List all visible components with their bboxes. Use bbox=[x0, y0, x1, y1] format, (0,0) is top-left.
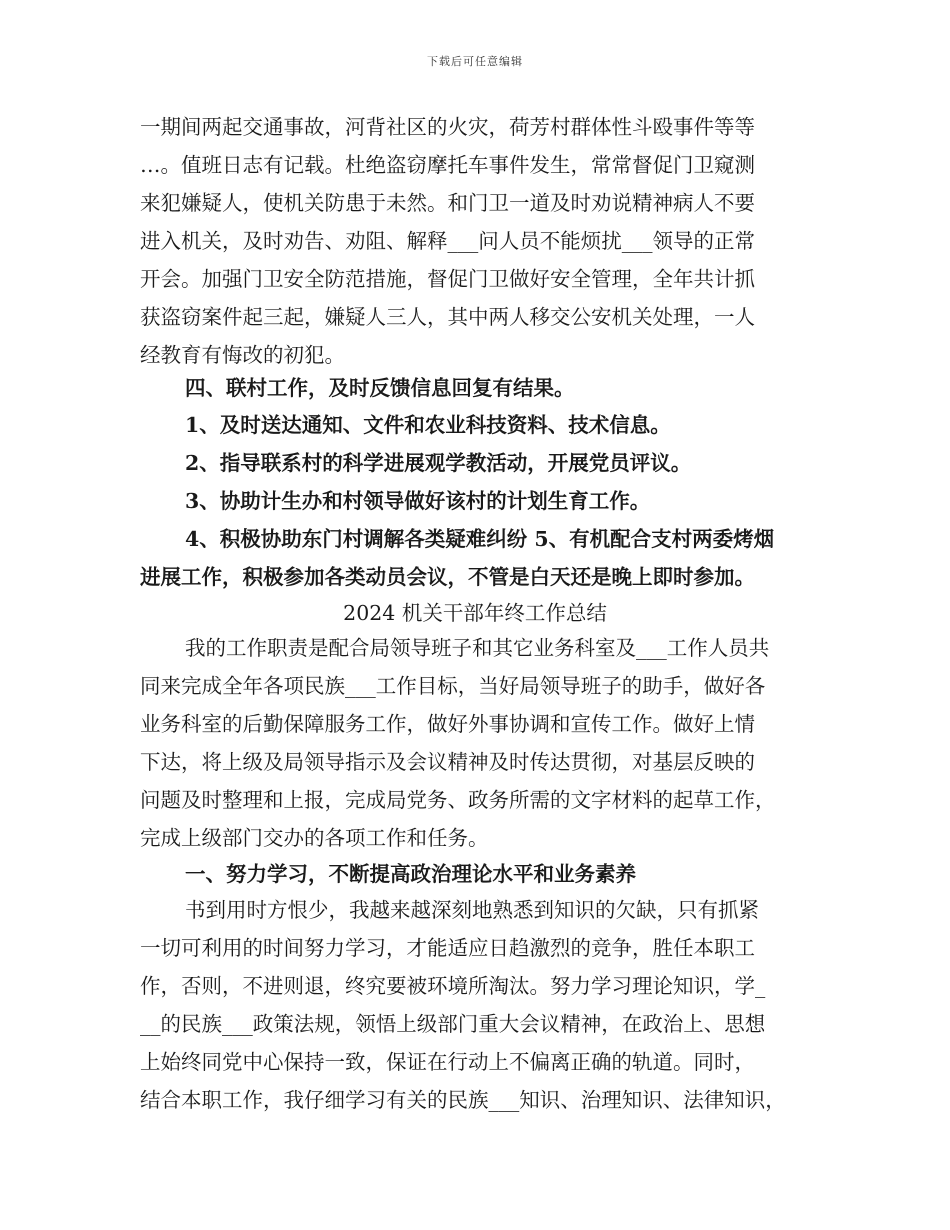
paragraph-line: 完成上级部门交办的各项工作和任务。 bbox=[140, 826, 489, 850]
paragraph-line: 业务科室的后勤保障服务工作，做好外事协调和宣传工作。做好上情 bbox=[140, 712, 755, 736]
paragraph-line: 问题及时整理和上报，完成局党务、政务所需的文字材料的起草工作， bbox=[140, 788, 776, 812]
list-item: 2、指导联系村的科学进展观学教活动，开展党员评议。 bbox=[185, 451, 692, 475]
paragraph-line: 获盗窃案件起三起，嫌疑人三人，其中两人移交公安机关处理，一人 bbox=[140, 305, 755, 329]
paragraph-line: 一期间两起交通事故，河背社区的火灾，荷芳村群体性斗殴事件等等 bbox=[140, 115, 755, 139]
paragraph-line: 开会。加强门卫安全防范措施，督促门卫做好安全管理，全年共计抓 bbox=[140, 267, 755, 291]
paragraph-line: 下达，将上级及局领导指示及会议精神及时传达贯彻，对基层反映的 bbox=[140, 750, 755, 774]
section-heading: 四、联村工作，及时反馈信息回复有结果。 bbox=[185, 376, 575, 400]
paragraph-line: 我的工作职责是配合局领导班子和其它业务科室及___工作人员共 bbox=[185, 636, 770, 660]
paragraph-line: 一切可利用的时间努力学习，才能适应日趋激烈的竞争，胜任本职工 bbox=[140, 936, 755, 960]
list-item: 3、协助计生办和村领导做好该村的计划生育工作。 bbox=[185, 489, 651, 513]
paragraph-line: 同来完成全年各项民族___工作目标，当好局领导班子的助手，做好各 bbox=[140, 674, 766, 698]
document-title: 2024 机关干部年终工作总结 bbox=[343, 601, 607, 625]
list-item: 4、积极协助东门村调解各类疑难纠纷 5、有机配合支村两委烤烟 bbox=[185, 527, 775, 551]
paragraph-line: 上始终同党中心保持一致，保证在行动上不偏离正确的轨道。同时， bbox=[140, 1050, 755, 1074]
page-header: 下载后可任意编辑 bbox=[427, 55, 523, 68]
paragraph-line: 作，否则，不进则退，终究要被环境所淘汰。努力学习理论知识，学_ bbox=[140, 974, 766, 998]
paragraph-line: 进入机关，及时劝告、劝阻、解释___问人员不能烦扰___领导的正常 bbox=[140, 229, 755, 253]
paragraph-line: 经教育有悔改的初犯。 bbox=[140, 343, 345, 367]
paragraph-line: 来犯嫌疑人，使机关防患于未然。和门卫一道及时劝说精神病人不要 bbox=[140, 191, 755, 215]
list-item: 进展工作，积极参加各类动员会议，不管是白天还是晚上即时参加。 bbox=[140, 565, 755, 589]
section-heading: 一、努力学习，不断提高政治理论水平和业务素养 bbox=[185, 862, 636, 886]
paragraph-line: __的民族___政策法规，领悟上级部门重大会议精神，在政治上、思想 bbox=[140, 1012, 766, 1036]
paragraph-line: 书到用时方恨少，我越来越深刻地熟悉到知识的欠缺，只有抓紧 bbox=[185, 898, 759, 922]
paragraph-line: 结合本职工作，我仔细学习有关的民族___知识、治理知识、法律知识， bbox=[140, 1088, 786, 1112]
paragraph-line: …。值班日志有记载。杜绝盗窃摩托车事件发生，常常督促门卫窥测 bbox=[140, 153, 755, 177]
list-item: 1、及时送达通知、文件和农业科技资料、技术信息。 bbox=[185, 413, 671, 437]
